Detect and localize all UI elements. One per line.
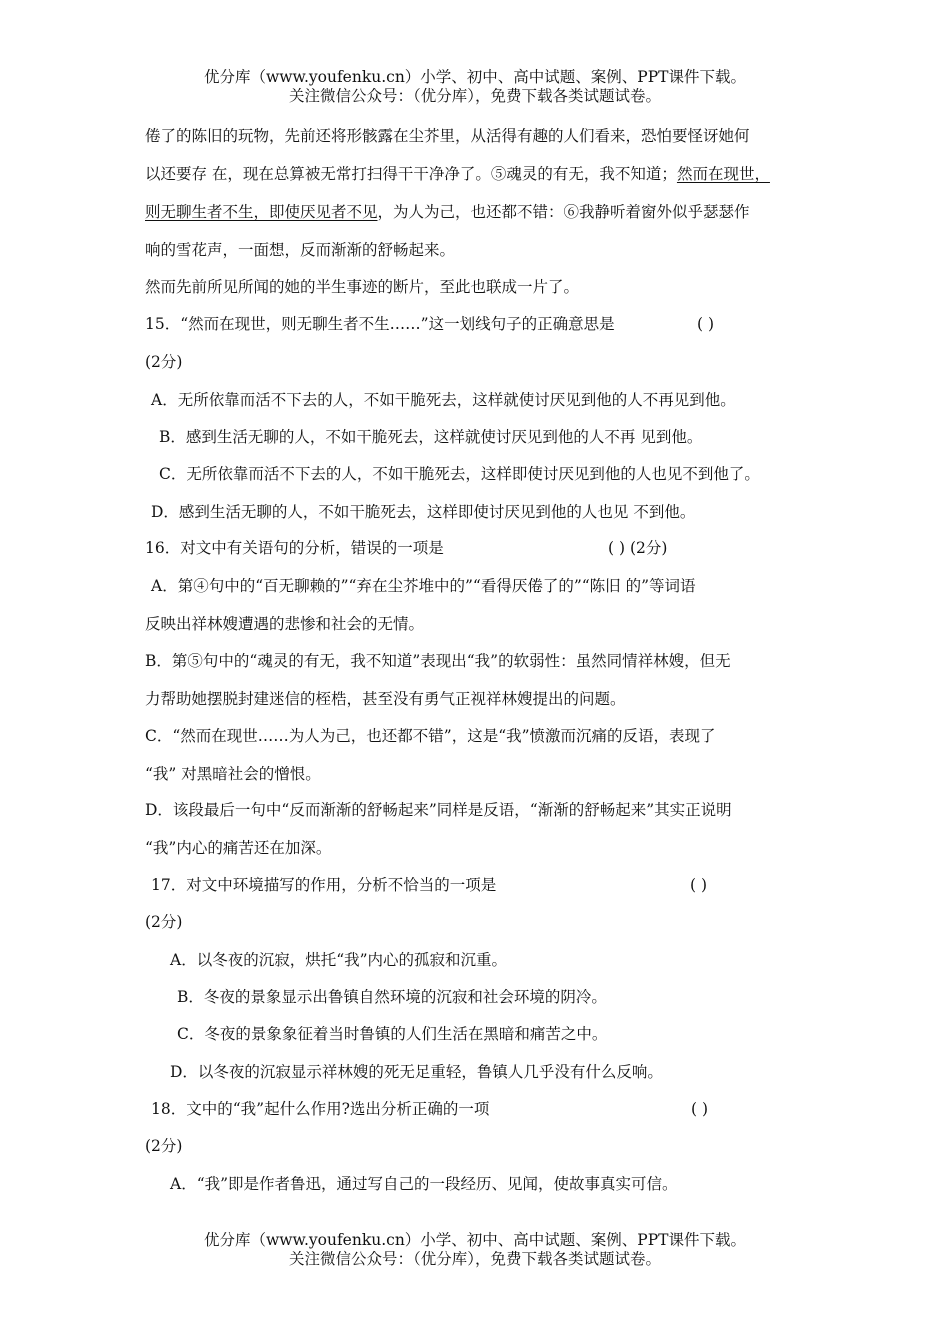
passage-line	[145, 164, 770, 184]
question-15-stem: 15．“然而在现世，则无聊生者不生……”这一划线句子的正确意思是	[145, 315, 615, 333]
page-header	[0, 68, 950, 106]
header-line-1: 优分库（www.youfenku.cn）小学、初中、高中试题、案例、PPT课件下载。	[203, 68, 747, 86]
question-18-stem: 18．文中的“我”起什么作用?选出分析正确的一项	[151, 1100, 490, 1118]
option-c-cont: “我” 对黑暗社会的憎恨。	[145, 765, 321, 783]
header-line-2: 关注微信公众号：（优分库），免费下载各类试题试卷。	[288, 87, 661, 105]
option-a: A．以冬夜的沉寂，烘托“我”内心的孤寂和沉重。	[170, 951, 508, 969]
footer-line-2: 关注微信公众号：（优分库），免费下载各类试题试卷。	[288, 1250, 661, 1268]
option-a: A．“我”即是作者鲁迅，通过写自己的一段经历、见闻，使故事真实可信。	[170, 1175, 678, 1193]
answer-blank: ( )	[691, 1100, 709, 1118]
answer-blank: ( )	[697, 315, 715, 333]
question-16-stem: 16．对文中有关语句的分析，错误的一项是	[145, 539, 444, 557]
option-c: C．冬夜的景象象征着当时鲁镇的人们生活在黑暗和痛苦之中。	[177, 1025, 608, 1043]
answer-blank: ( ) (2分)	[608, 539, 668, 557]
option-a: A．无所依靠而活不下去的人，不如干脆死去，这样就使讨厌见到他的人不再见到他。	[151, 391, 736, 409]
option-d: D．感到生活无聊的人，不如干脆死去，这样即使讨厌见到他的人也见 不到他。	[151, 503, 696, 521]
option-b-cont: 力帮助她摆脱封建迷信的桎梏，甚至没有勇气正视祥林嫂提出的问题。	[145, 690, 626, 708]
option-c: C．“然而在现世……为人为己，也还都不错”，这是“我”愤激而沉痛的反语，表现了	[145, 727, 716, 745]
option-b: B．感到生活无聊的人，不如干脆死去，这样就使讨厌见到他的人不再 见到他。	[159, 428, 703, 446]
option-d-cont: “我”内心的痛苦还在加深。	[145, 839, 332, 857]
footer-line-1: 优分库（www.youfenku.cn）小学、初中、高中试题、案例、PPT课件下载。	[203, 1231, 747, 1249]
passage-line: 响的雪花声，一面想，反而渐渐的舒畅起来。	[145, 241, 456, 259]
option-a-cont: 反映出祥林嫂遭遇的悲惨和社会的无情。	[145, 615, 425, 633]
option-a: A．第④句中的“百无聊赖的”“弃在尘芥堆中的”“看得厌倦了的”“陈旧 的”等词语	[151, 577, 696, 595]
page-footer	[0, 1231, 950, 1269]
passage-text: 以还要存 在，现在总算被无常打扫得干干净净了。⑤魂灵的有无，我不知道；	[145, 165, 677, 183]
underlined-sentence: 然而在现世，	[676, 165, 770, 183]
passage-line: 倦了的陈旧的玩物，先前还将形骸露在尘芥里，从活得有趣的人们看来，恐怕要怪讶她何	[145, 127, 750, 145]
passage-line	[145, 202, 750, 222]
answer-blank: ( )	[690, 876, 708, 894]
option-b: B．冬夜的景象显示出鲁镇自然环境的沉寂和社会环境的阴冷。	[177, 988, 607, 1006]
passage-line: 然而先前所见所闻的她的半生事迹的断片，至此也联成一片了。	[145, 278, 580, 296]
question-score: (2分)	[145, 1137, 183, 1155]
option-d: D．以冬夜的沉寂显示祥林嫂的死无足重轻，鲁镇人几乎没有什么反响。	[170, 1063, 663, 1081]
option-d: D．该段最后一句中“反而渐渐的舒畅起来”同样是反语，“渐渐的舒畅起来”其实正说明	[145, 801, 732, 819]
option-b: B．第⑤句中的“魂灵的有无，我不知道”表现出“我”的软弱性：虽然同情祥林嫂，但无	[145, 652, 731, 670]
question-score: (2分)	[145, 913, 183, 931]
question-score: (2分)	[145, 353, 183, 371]
passage-text: ，为人为己，也还都不错：⑥我静听着窗外似乎瑟瑟作	[377, 203, 750, 221]
underlined-sentence: 则无聊生者不生，即使厌见者不见	[145, 203, 378, 221]
option-c: C．无所依靠而活不下去的人，不如干脆死去，这样即使讨厌见到他的人也见不到他了。	[159, 465, 760, 483]
question-17-stem: 17．对文中环境描写的作用，分析不恰当的一项是	[151, 876, 497, 894]
